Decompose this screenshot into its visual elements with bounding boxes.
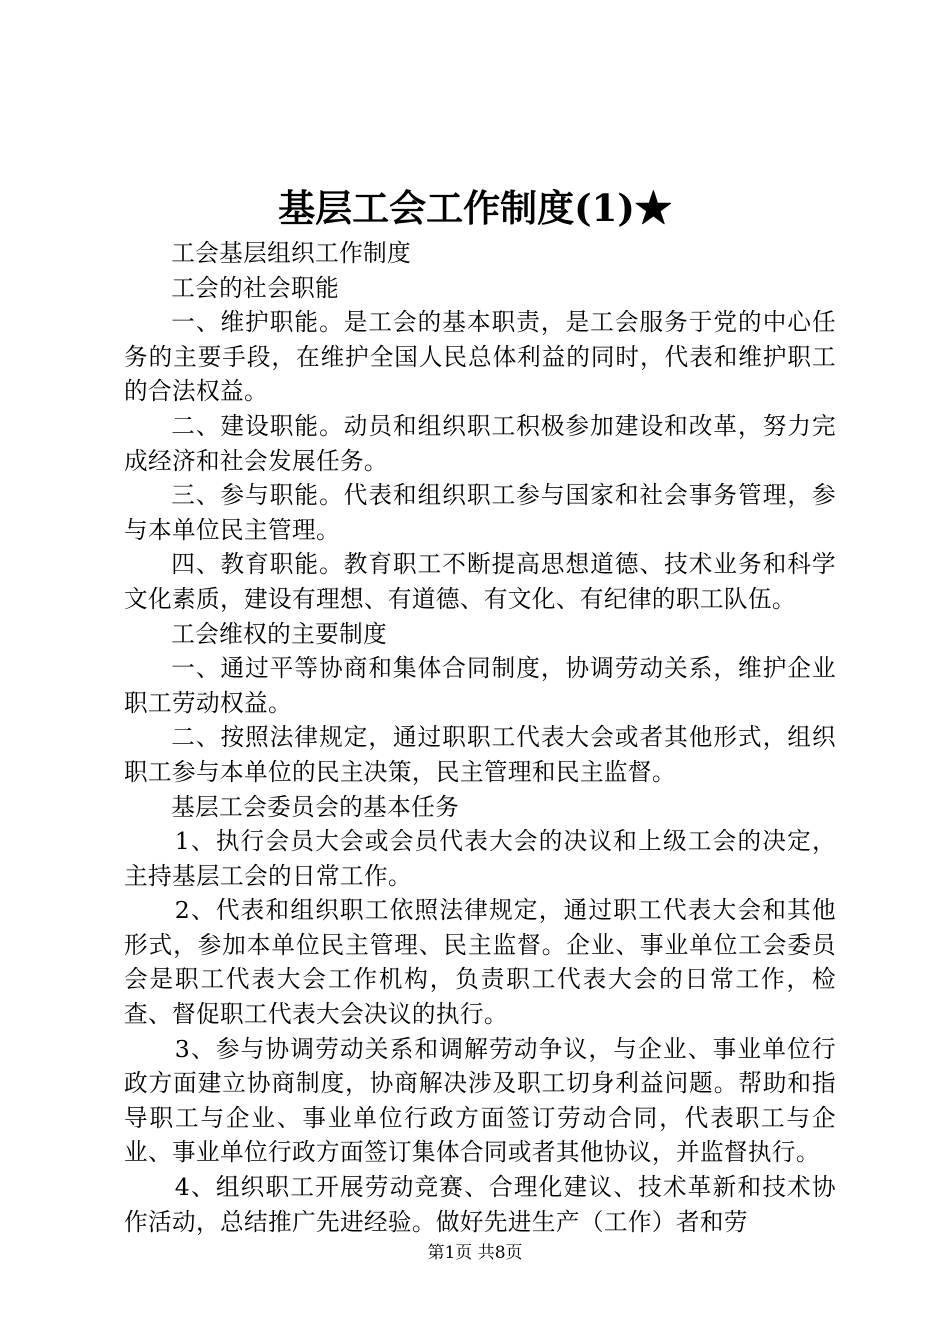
paragraph: 二、建设职能。动员和组织职工积极参加建设和改革，努力完成经济和社会发展任务。 — [124, 411, 836, 475]
paragraph: 基层工会委员会的基本任务 — [171, 792, 460, 821]
document-title: 基层工会工作制度(1)★ — [278, 186, 672, 230]
document-body — [124, 236, 836, 1239]
paragraph: 一、维护职能。是工会的基本职责，是工会服务于党的中心任务的主要手段，在维护全国人民总体利益的同时，代表和维护职工的合法权益。 — [124, 308, 836, 406]
page-number: 第1页 共8页 — [427, 1243, 523, 1263]
paragraph: 工会的社会职能 — [171, 273, 340, 302]
paragraph: 2、代表和组织职工依照法律规定，通过职工代表大会和其他形式，参加本单位民主管理、民主监督。企业、事业单位工会委员会是职工代表大会工作机构，负责职工代表大会的日常工作，检查、督促职工代表大会决议的执行。 — [124, 896, 836, 1029]
paragraph: 4、组织职工开展劳动竞赛、合理化建议、技术革新和技术协作活动，总结推广先进经验。做好先进生产（工作）者和劳 — [124, 1173, 836, 1236]
paragraph: 3、参与协调劳动关系和调解劳动争议，与企业、事业单位行政方面建立协商制度，协商解决涉及职工切身利益问题。帮助和指导职工与企业、事业单位行政方面签订劳动合同，代表职工与企业、事业单位行政方面签订集体合同或者其他协议，并监督执行。 — [124, 1034, 836, 1167]
paragraph: 1、执行会员大会或会员代表大会的决议和上级工会的决定，主持基层工会的日常工作。 — [124, 827, 836, 890]
paragraph: 一、通过平等协商和集体合同制度，协调劳动关系，维护企业职工劳动权益。 — [124, 654, 836, 717]
paragraph: 三、参与职能。代表和组织职工参与国家和社会事务管理，参与本单位民主管理。 — [124, 481, 836, 544]
paragraph: 工会维权的主要制度 — [171, 619, 388, 648]
paragraph: 四、教育职能。教育职工不断提高思想道德、技术业务和科学文化素质，建设有理想、有道德、有文化、有纪律的职工队伍。 — [124, 550, 836, 613]
paragraph: 工会基层组织工作制度 — [171, 239, 412, 267]
paragraph: 二、按照法律规定，通过职职工代表大会或者其他形式，组织职工参与本单位的民主决策，民主管理和民主监督。 — [124, 723, 836, 786]
